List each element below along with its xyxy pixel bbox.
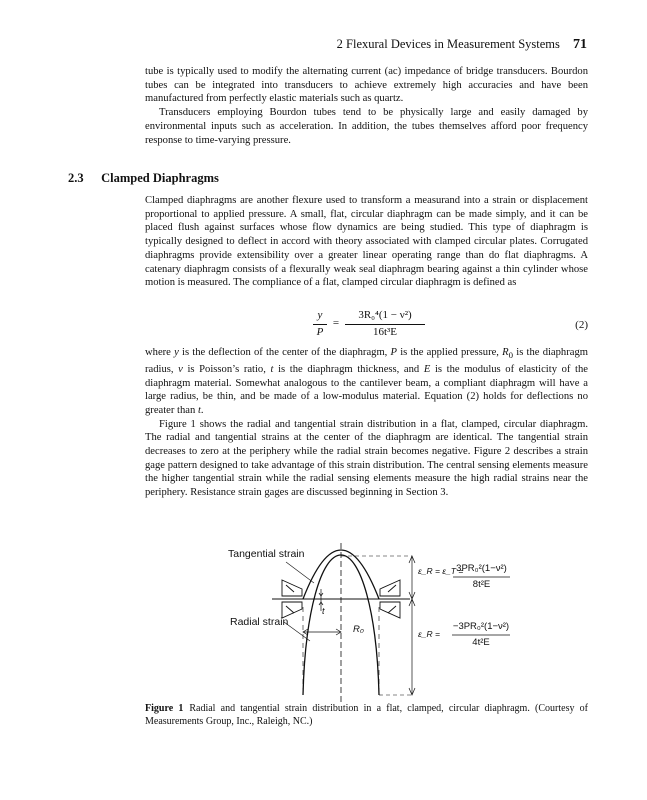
- running-head: [150, 37, 587, 53]
- radius-label: R₀: [353, 624, 364, 635]
- body-text-top: [145, 194, 588, 290]
- eq-equals: =: [332, 317, 340, 329]
- eq2-numerator: −3PR₀²(1−ν²): [452, 621, 510, 632]
- tangential-leader: [286, 562, 314, 583]
- radial-strain-label: Radial strain: [230, 616, 289, 628]
- intro-text: [145, 65, 588, 147]
- eq2-lhs: ε_R =: [418, 629, 440, 639]
- caption-text: Radial and tangential strain distribution in a flat, clamped, circular diaphragm. (Courtesy of Measurements Group, Inc., Raleigh, NC.): [145, 703, 588, 727]
- chapter-title: 2 Flexural Devices in Measurement Systems: [336, 37, 560, 51]
- tangential-strain-label: Tangential strain: [228, 548, 305, 560]
- var-y: y: [174, 347, 179, 358]
- eq-lhs-denominator: P: [316, 326, 324, 338]
- eq-rhs-denominator: 16t³E: [372, 326, 398, 338]
- eq2-denominator: 4t²E: [472, 637, 490, 648]
- section-title: Clamped Diaphragms: [101, 171, 219, 185]
- eq-lhs-bar: [313, 324, 327, 325]
- body-text-bottom: [145, 346, 588, 500]
- body-paragraph-3: Figure 1 shows the radial and tangential strain distribution in a flat, clamped, circular diaphragm. The radial and tangential strains at the center of the diaphragm are identical. The tangential strain decreases to zero at the periphery while the radial strain becomes negative. Figure 2 describes a strain gage pattern designed to take advantage of this strain distribution. The central sensing elements measure the higher tangential strain while the radial sensing elements measure the high radial strains near the periphery. Resistance strain gages are discussed beginning in Section 3.: [145, 418, 588, 499]
- section-heading: [68, 171, 219, 186]
- eq1-lhs: ε_R = ε_T =: [418, 566, 464, 576]
- section-number: 2.3: [68, 171, 84, 185]
- equation-2: [145, 309, 588, 343]
- eq-rhs-numerator: 3R₀⁴(1 − ν²): [358, 309, 412, 321]
- var-R0-sub: 0: [508, 350, 514, 361]
- var-t: t: [270, 363, 274, 375]
- eq-rhs-bar: [345, 324, 425, 325]
- eq1-numerator: 3PR₀²(1−ν²): [456, 563, 507, 574]
- intro-paragraph-1: tube is typically used to modify the alternating current (ac) impedance of bridge transducers. Bourdon tubes can be integrated into transducers to achieve extremely high accuracies and have been manufactured from perfectly elastic materials such as quartz.: [145, 66, 588, 105]
- var-t-2: t: [197, 404, 201, 416]
- page-number: 71: [573, 37, 587, 52]
- eq-lhs-numerator: y: [317, 309, 323, 321]
- body-paragraph-1: Clamped diaphragms are another flexure used to transform a measurand into a strain or displacement proportional to applied pressure. A small, flat, circular diaphragm can be made simply, and it can be placed flush against surfaces whose flow dynamics are being studied. This type of diaphragm is typically designed to deflect in accord with theory associated with clamped circular plates. Corrugated diaphragms provide extensibility over a greater linear operating range than do flat diaphragms. A catenary diaphragm consists of a flexurally weak seal diaphragm bearing against a thin cylinder whose motion is measured. The compliance of a flat, clamped circular diaphragm is defined as: [145, 195, 588, 289]
- var-P: P: [390, 347, 398, 358]
- body-paragraph-2: where y is the deflection of the center of the diaphragm, P is the applied pressure, $R_0$ is the diaphragm radius, ν is Poisson’s ratio, t is the diaphragm thickness, and E is the modulus of elasticity of the diaphragm material. Somewhat analogous to the cantilever beam, a compliant diaphragm will have a large radius, be thin, and be made of a low-modulus material. Equation (2) holds for deflections no greater than t.: [145, 347, 588, 416]
- equation-number: (2): [575, 319, 588, 331]
- var-E: E: [423, 363, 431, 375]
- figure-caption: [145, 703, 588, 728]
- figure-1: [190, 543, 600, 703]
- var-R0: R: [502, 347, 509, 358]
- intro-paragraph-2: Transducers employing Bourdon tubes tend to be physically large and easily damaged by environmental inputs such as acceleration. In addition, the tubes themselves afford poor frequency response to time-varying pressure.: [145, 107, 588, 146]
- thickness-label: t: [322, 606, 325, 616]
- caption-label: Figure 1: [145, 703, 184, 714]
- var-nu: ν: [178, 363, 183, 375]
- eq1-denominator: 8t²E: [472, 579, 491, 590]
